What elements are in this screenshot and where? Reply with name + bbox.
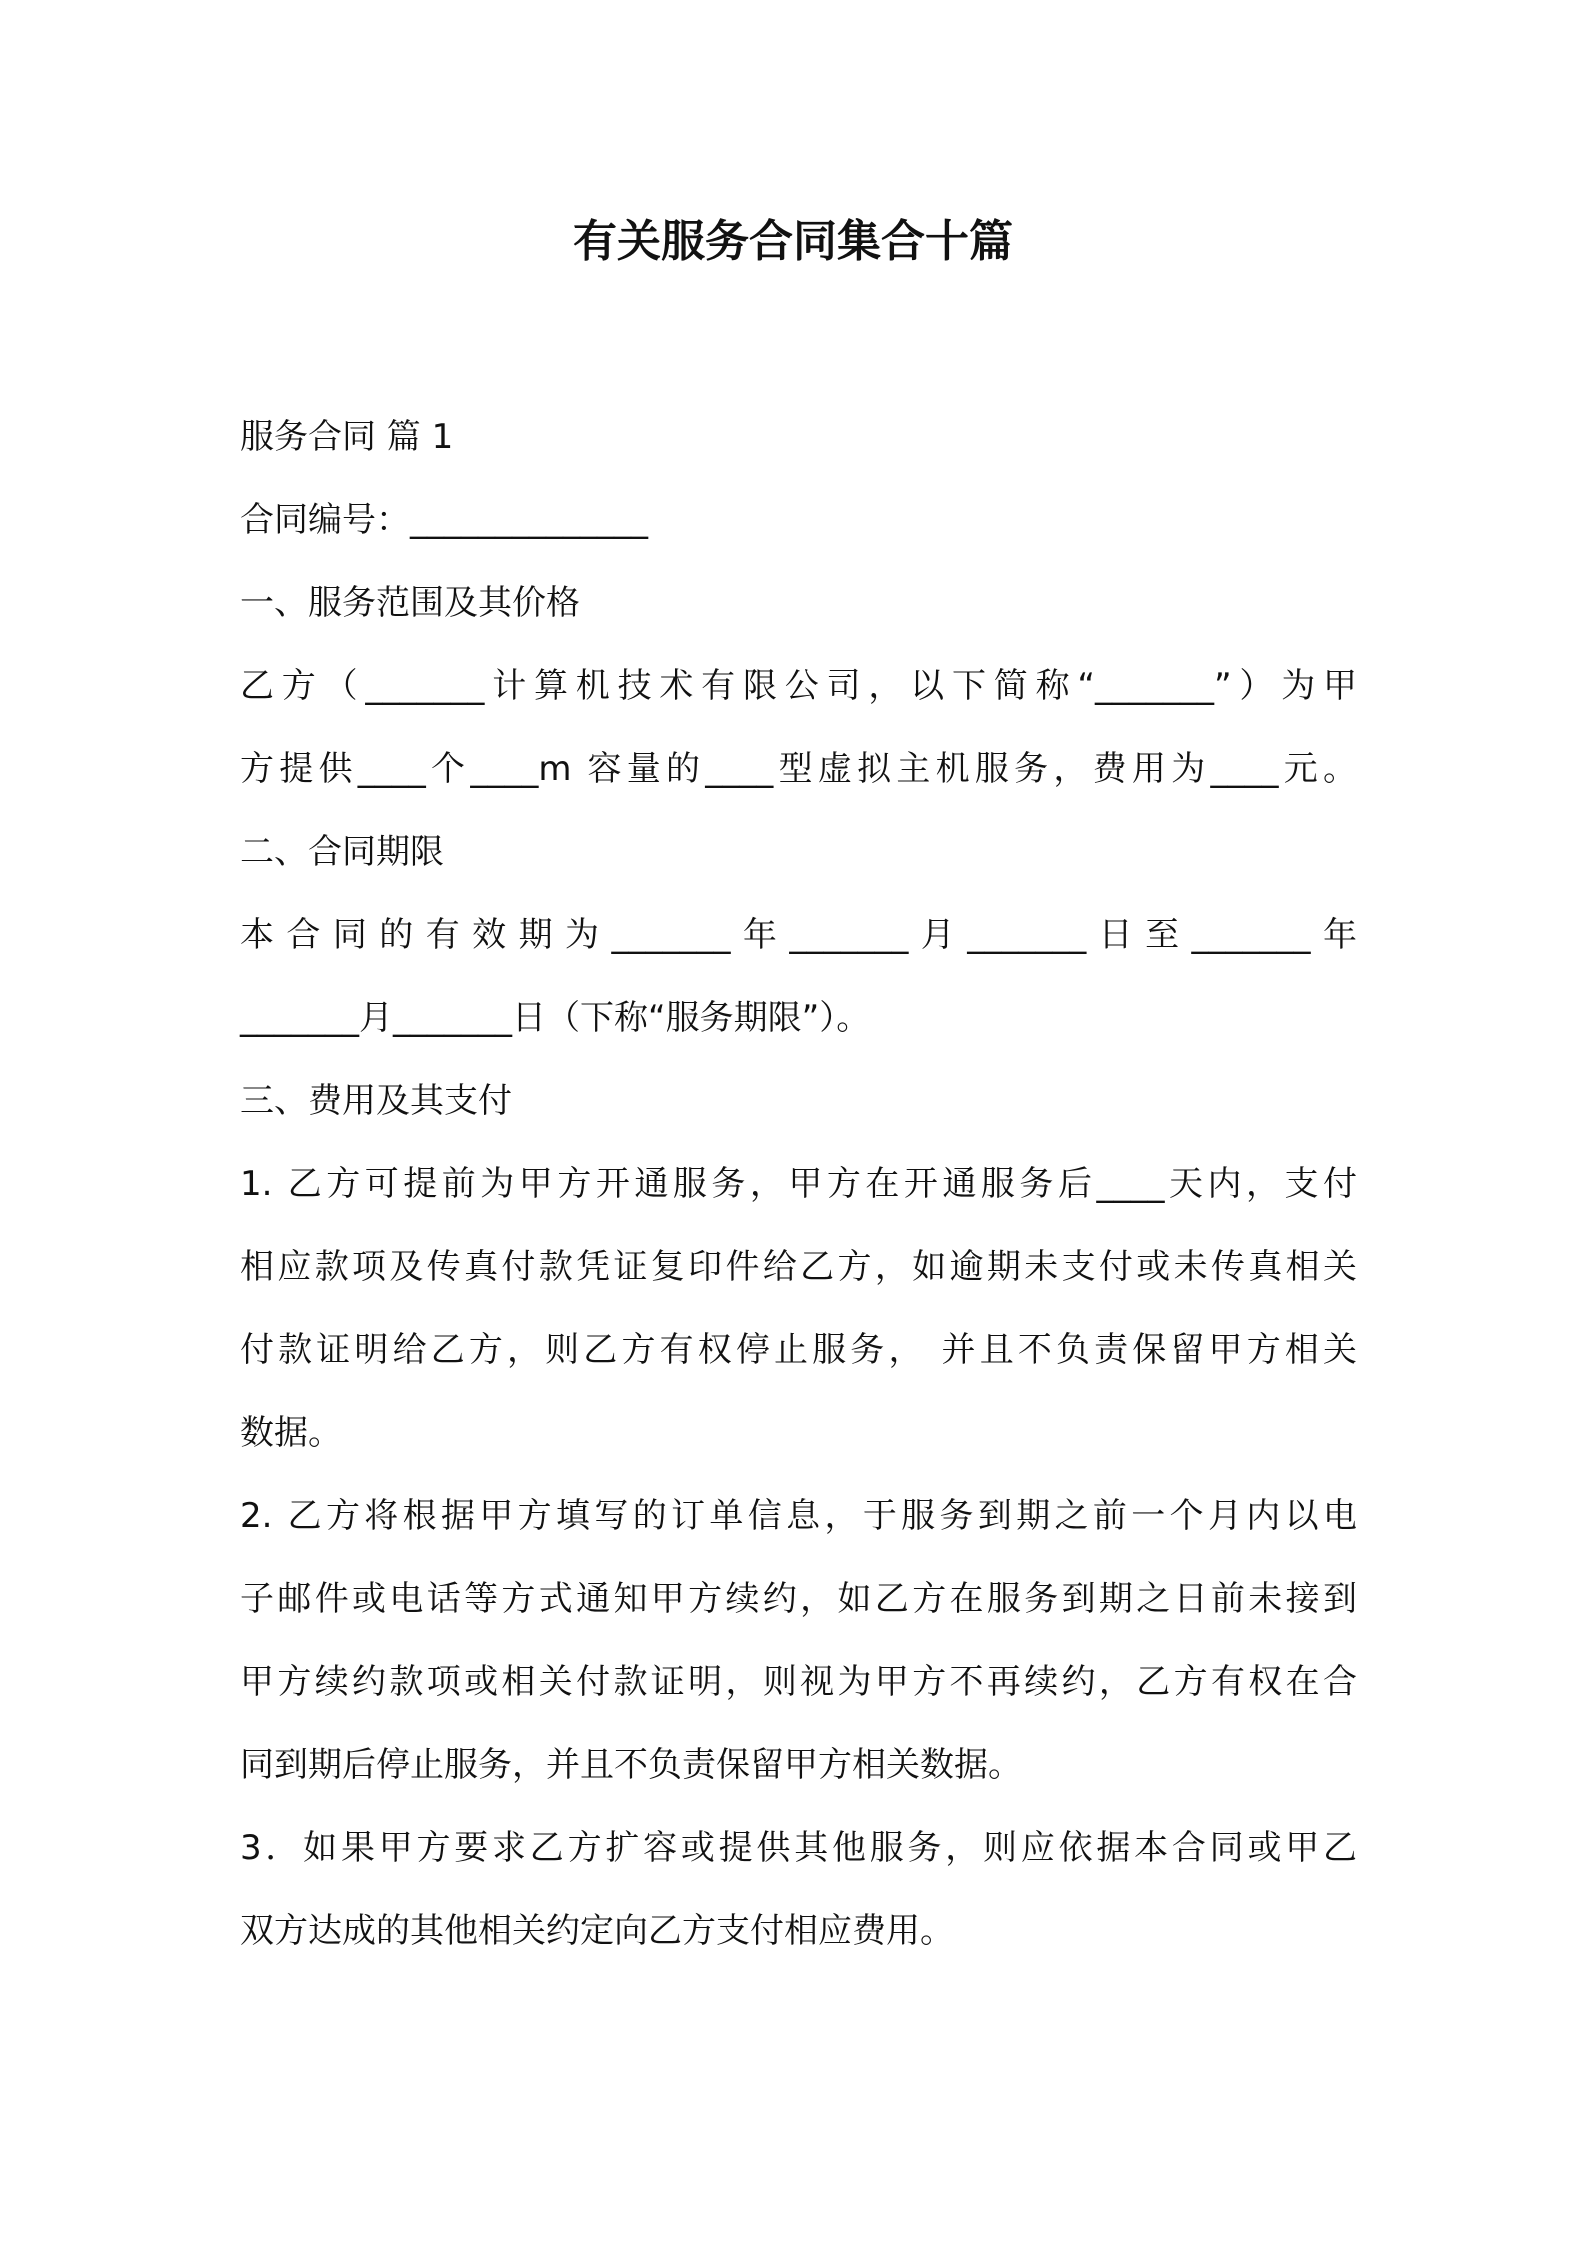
paragraph-line: 相应款项及传真付款凭证复印件给乙方，如逾期未支付或未传真相关	[240, 1247, 1357, 1287]
section-heading-term: 二、合同期限	[240, 832, 444, 872]
paragraph-line: 乙方（_______计算机技术有限公司，以下简称“_______”）为甲	[240, 666, 1357, 706]
section-heading-scope: 一、服务范围及其价格	[240, 583, 580, 623]
paragraph-line: 付款证明给乙方，则乙方有权停止服务， 并且不负责保留甲方相关	[240, 1330, 1357, 1370]
paragraph-line: _______月_______日（下称“服务期限”）。	[240, 998, 871, 1038]
document-title: 有关服务合同集合十篇	[573, 216, 1013, 267]
paragraph-line: 3．如果甲方要求乙方扩容或提供其他服务，则应依据本合同或甲乙	[240, 1828, 1357, 1868]
section-heading-payment: 三、费用及其支付	[240, 1081, 512, 1121]
paragraph-line: 本合同的有效期为_______年_______月_______日至_______年	[240, 915, 1357, 955]
contract-subtitle: 服务合同 篇 1	[240, 417, 454, 457]
paragraph-line: 甲方续约款项或相关付款证明，则视为甲方不再续约，乙方有权在合	[240, 1662, 1357, 1702]
paragraph-line: 2. 乙方将根据甲方填写的订单信息，于服务到期之前一个月内以电	[240, 1496, 1357, 1536]
paragraph-line: 同到期后停止服务，并且不负责保留甲方相关数据。	[240, 1745, 1022, 1785]
paragraph-line: 双方达成的其他相关约定向乙方支付相应费用。	[240, 1911, 954, 1951]
paragraph-line: 1. 乙方可提前为甲方开通服务，甲方在开通服务后____天内，支付	[240, 1164, 1357, 1204]
paragraph-line: 数据。	[240, 1413, 342, 1453]
contract-number: 合同编号：______________	[240, 500, 648, 540]
paragraph-line: 方提供____个____m 容量的____型虚拟主机服务，费用为____元。	[240, 749, 1357, 789]
paragraph-line: 子邮件或电话等方式通知甲方续约，如乙方在服务到期之日前未接到	[240, 1579, 1357, 1619]
